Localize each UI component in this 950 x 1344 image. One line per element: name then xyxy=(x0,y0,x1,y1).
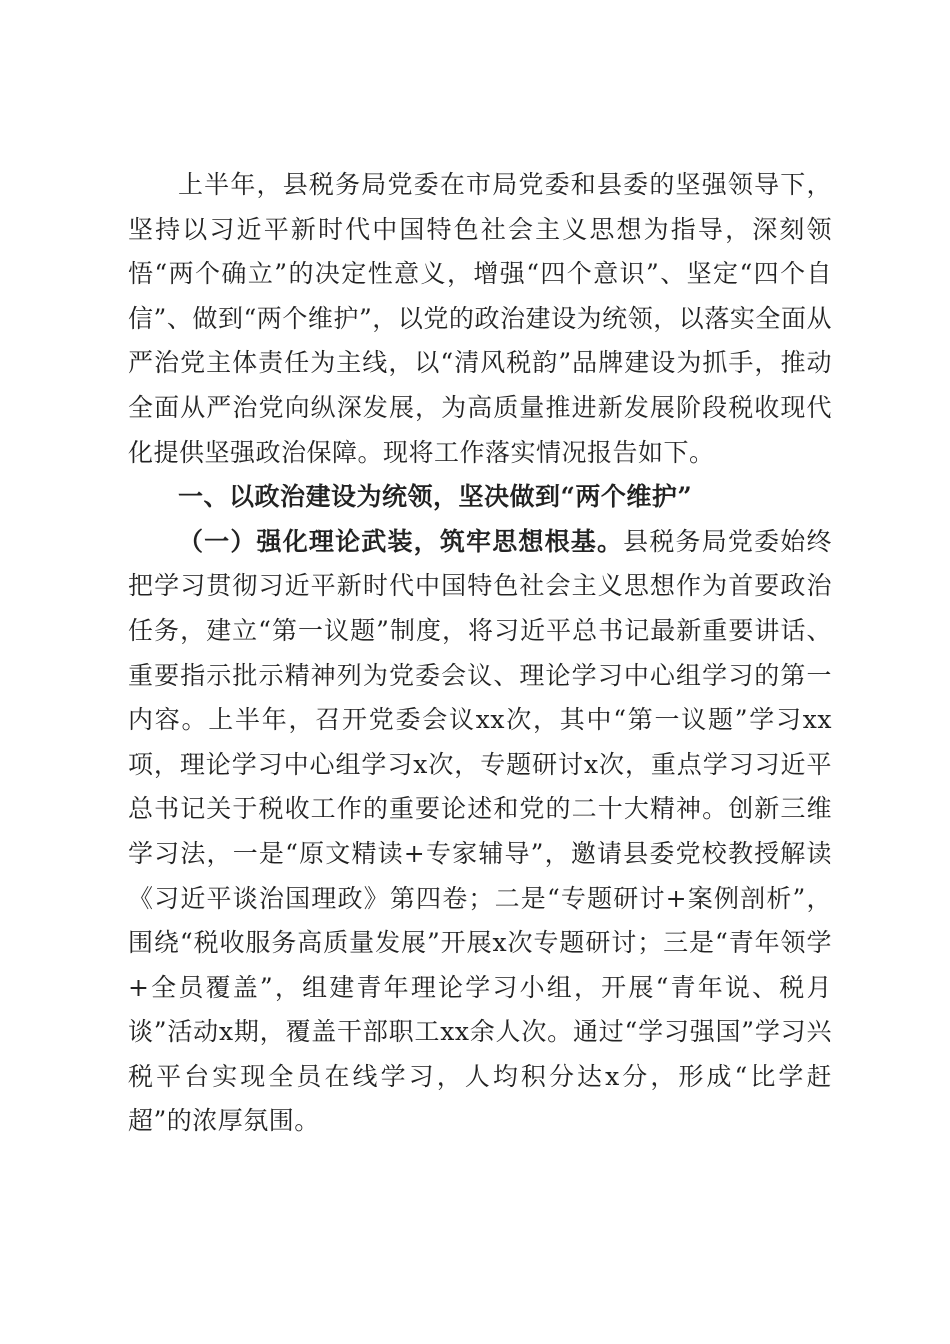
subsection-title: （一）强化理论武装，筑牢思想根基。 xyxy=(178,526,624,556)
section-heading: 一、以政治建设为统领，坚决做到“两个维护” xyxy=(178,482,693,512)
document-body xyxy=(128,163,832,1144)
intro-paragraph: 上半年，县税务局党委在市局党委和县委的坚强领导下，坚持以习近平新时代中国特色社会主义思想为指导，深刻领悟“两个确立”的决定性意义，增强“四个意识”、坚定“四个自信”、做到“两个维护”，以党的政治建设为统领，以落实全面从严治党主体责任为主线，以“清风税韵”品牌建设为抓手，推动全面从严治党向纵深发展，为高质量推进新发展阶段税收现代化提供坚强政治保障。现将工作落实情况报告如下。 xyxy=(128,170,832,467)
subsection-paragraph xyxy=(128,520,832,1144)
subsection-body: 县税务局党委始终把学习贯彻习近平新时代中国特色社会主义思想作为首要政治任务，建立“第一议题”制度，将习近平总书记最新重要讲话、重要指示批示精神列为党委会议、理论学习中心组学习的第一内容。上半年，召开党委会议xx次，其中“第一议题”学习xx项，理论学习中心组学习x次，专题研讨x次，重点学习习近平总书记关于税收工作的重要论述和党的二十大精神。创新三维学习法，一是“原文精读+专家辅导”，邀请县委党校教授解读《习近平谈治国理政》第四卷；二是“专题研讨+案例剖析”，围绕“税收服务高质量发展”开展x次专题研讨；三是“青年领学+全员覆盖”，组建青年理论学习小组，开展“青年说、税月谈”活动x期，覆盖干部职工xx余人次。通过“学习强国”学习兴税平台实现全员在线学习，人均积分达x分，形成“比学赶超”的浓厚氛围。 xyxy=(128,526,832,1136)
